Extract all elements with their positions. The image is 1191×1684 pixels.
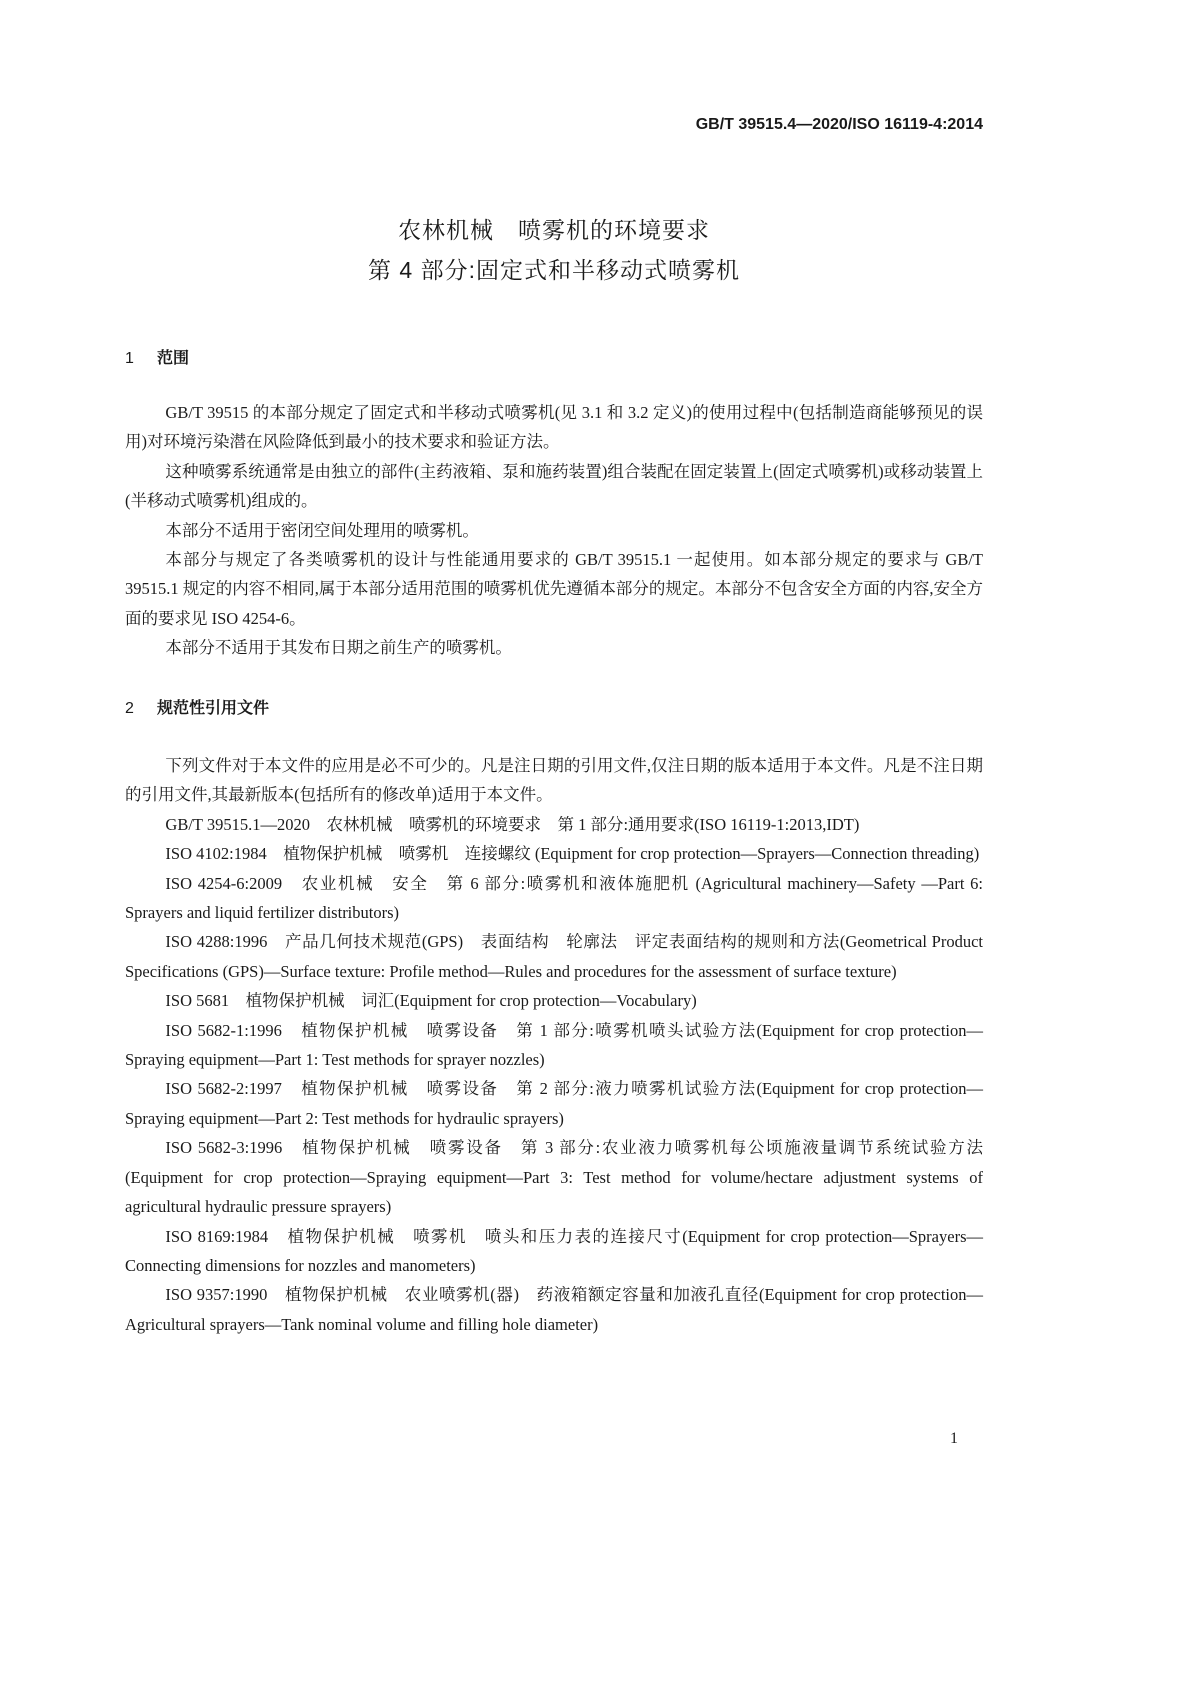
standard-code-header: GB/T 39515.4—2020/ISO 16119-4:2014 <box>695 116 983 133</box>
reference-item: ISO 9357:1990 植物保护机械 农业喷雾机(器) 药液箱额定容量和加液孔直径(Equipment for crop protection—Agricultural sprayers—Tank nominal volume and filling hole diameter) <box>125 1285 983 1334</box>
document-title-line1: 农林机械 喷雾机的环境要求 <box>398 217 710 243</box>
reference-item: ISO 5682-1:1996 植物保护机械 喷雾设备 第 1 部分:喷雾机喷头试验方法(Equipment for crop protection—Spraying equipment—Part 1: Test methods for sprayer nozzles) <box>125 1020 983 1070</box>
section-number: 2 <box>125 700 134 717</box>
paragraph: 本部分不适用于其发布日期之前生产的喷雾机。 <box>165 638 512 658</box>
paragraph: GB/T 39515 的本部分规定了固定式和半移动式喷雾机(见 3.1 和 3.2 定义)的使用过程中(包括制造商能够预见的误用)对环境污染潜在风险降低到最小的技术要求和验证方法。 <box>125 403 983 452</box>
section-references-body <box>125 751 983 1339</box>
page-number: 1 <box>950 1430 958 1447</box>
section-title: 范围 <box>157 350 190 367</box>
reference-item: ISO 4288:1996 产品几何技术规范(GPS) 表面结构 轮廓法 评定表面结构的规则和方法(Geometrical Product Specifications (GPS)—Surface texture: Profile method—Rules and procedures for the assessment of surface texture) <box>125 932 983 981</box>
section-number: 1 <box>125 350 134 367</box>
reference-item: ISO 4102:1984 植物保护机械 喷雾机 连接螺纹 (Equipment for crop protection—Sprayers—Connection threading) <box>165 844 980 864</box>
paragraph: 本部分不适用于密闭空间处理用的喷雾机。 <box>165 520 479 540</box>
document-title-line2: 第 4 部分:固定式和半移动式喷雾机 <box>368 257 740 283</box>
reference-item: ISO 5682-3:1996 植物保护机械 喷雾设备 第 3 部分:农业液力喷雾机每公顷施液量调节系统试验方法(Equipment for crop protection—Spraying equipment—Part 3: Test method for volume/hectare adjustment systems of agricultural hydraulic pressure sprayers) <box>125 1138 983 1217</box>
reference-item: ISO 5682-2:1997 植物保护机械 喷雾设备 第 2 部分:液力喷雾机试验方法(Equipment for crop protection—Spraying equipment—Part 2: Test methods for hydraulic sprayers) <box>125 1079 983 1128</box>
paragraph: 下列文件对于本文件的应用是必不可少的。凡是注日期的引用文件,仅注日期的版本适用于本文件。凡是不注日期的引用文件,其最新版本(包括所有的修改单)适用于本文件。 <box>125 756 983 805</box>
reference-item: ISO 4254-6:2009 农业机械 安全 第 6 部分:喷雾机和液体施肥机 (Agricultural machinery—Safety —Part 6: Sprayers and liquid fertilizer distributors) <box>125 873 983 923</box>
reference-item: GB/T 39515.1—2020 农林机械 喷雾机的环境要求 第 1 部分:通用要求(ISO 16119-1:2013,IDT) <box>165 814 860 834</box>
section-title: 规范性引用文件 <box>157 700 270 717</box>
paragraph: 这种喷雾系统通常是由独立的部件(主药液箱、泵和施药装置)组合装配在固定装置上(固定式喷雾机)或移动装置上(半移动式喷雾机)组成的。 <box>125 461 983 511</box>
section-scope-body <box>125 398 983 663</box>
section-heading-scope <box>125 345 189 368</box>
paragraph: 本部分与规定了各类喷雾机的设计与性能通用要求的 GB/T 39515.1 一起使用。如本部分规定的要求与 GB/T 39515.1 规定的内容不相同,属于本部分适用范围的喷雾机优先遵循本部分的规定。本部分不包含安全方面的内容,安全方面的要求见 ISO 4254-6。 <box>125 550 983 628</box>
section-heading-normative-references <box>125 695 269 718</box>
reference-item: ISO 5681 植物保护机械 词汇(Equipment for crop protection—Vocabulary) <box>165 991 697 1011</box>
reference-item: ISO 8169:1984 植物保护机械 喷雾机 喷头和压力表的连接尺寸(Equipment for crop protection—Sprayers—Connecting dimensions for nozzles and manometers) <box>125 1226 983 1275</box>
